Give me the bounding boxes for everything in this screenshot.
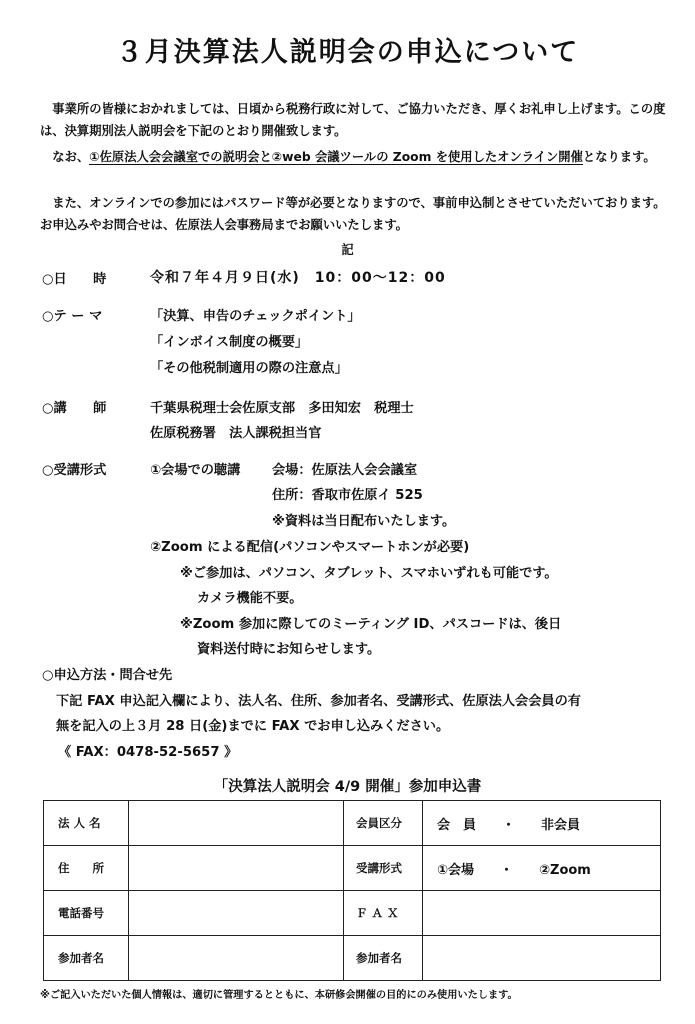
lecturer-line-1: 千葉県税理士会佐原支部 多田知宏 税理士 [150, 401, 414, 416]
form-row-address [44, 846, 661, 891]
lecturer-line-2: 佐原税務署 法人課税担当官 [150, 426, 322, 441]
theme-label: ○テ ー マ [42, 309, 103, 324]
intro-paragraph-2 [40, 146, 670, 168]
form-label-participant-2: 参加者名 [344, 936, 423, 981]
form-field-format[interactable]: ①会場 ・ ②Zoom [423, 846, 661, 891]
apply-label: ○申込方法・問合せ先 [42, 668, 173, 683]
form-field-fax[interactable] [423, 891, 661, 936]
form-label-company: 法 人 名 [44, 801, 129, 846]
form-row-company [44, 801, 661, 846]
form-field-member[interactable]: 会 員 ・ 非会員 [423, 801, 661, 846]
form-field-company[interactable] [129, 801, 344, 846]
format-zoom-note-1b: カメラ機能不要。 [197, 591, 303, 606]
form-field-participant-2[interactable] [423, 936, 661, 981]
form-field-phone[interactable] [129, 891, 344, 936]
theme-item-2: 「インボイス制度の概要」 [150, 335, 309, 350]
form-label-participant-1: 参加者名 [44, 936, 129, 981]
form-label-address: 住 所 [44, 846, 129, 891]
intro-p2-before: なお、 [40, 150, 90, 164]
intro-p2-after: となります。 [582, 150, 656, 164]
apply-fax: 《 FAX：0478-52-5657 》 [58, 745, 238, 760]
apply-line-1: 下記 FAX 申込記入欄により、法人名、住所、参加者名、受講形式、佐原法人会会員の有 [56, 694, 581, 709]
theme-item-1: 「決算、申告のチェックポイント」 [150, 309, 361, 324]
form-title: 「決算法人説明会 4/9 開催」参加申込書 [213, 779, 482, 795]
format-venue-address: 住所：香取市佐原イ 525 [272, 488, 423, 503]
theme-item-3: 「その他税制適用の際の注意点」 [150, 361, 348, 376]
format-venue-title: ①会場での聴講 [150, 463, 241, 478]
intro-paragraph-1: 事業所の皆様におかれましては、日頃から税務行政に対して、ご協力いただき、厚くお礼申し上げます。この度は、決算期別法人説明会を下記のとおり開催致します。 [40, 102, 666, 138]
intro-paragraph-3: また、オンラインでの参加にはパスワード等が必要となりますので、事前申込制とさせていただいております。お申込みやお問合せは、佐原法人会事務局までお願いいたします。 [40, 196, 666, 232]
format-label: ○受講形式 [42, 463, 107, 478]
format-zoom-title: ②Zoom による配信(パソコンやスマートホンが必要) [150, 540, 470, 555]
form-label-fax: Ｆ Ａ Ｘ [344, 891, 423, 936]
ki-heading: 記 [341, 243, 354, 257]
lecturer-label: ○講 師 [42, 401, 107, 416]
format-zoom-note-2b: 資料送付時にお知らせします。 [197, 642, 381, 657]
intro-p2-underlined: ①佐原法人会会議室での説明会と②web 会議ツールの Zoom を使用したオンライン開催 [89, 150, 583, 164]
apply-line-2: 無を記入の上３月 28 日(金)までに FAX でお申し込みください。 [56, 719, 450, 734]
privacy-footnote: ※ご記入いただいた個人情報は、適切に管理するとともに、本研修会開催の目的にのみ使用いたします。 [40, 990, 518, 1001]
form-label-format: 受講形式 [344, 846, 423, 891]
form-field-participant-1[interactable] [129, 936, 344, 981]
format-venue-note: ※資料は当日配布いたします。 [272, 514, 456, 529]
application-form [43, 800, 661, 981]
form-row-phone [44, 891, 661, 936]
schedule-label: ○日 時 [42, 272, 107, 287]
format-venue-place: 会場：佐原法人会会議室 [272, 463, 418, 478]
form-row-participants [44, 936, 661, 981]
page-title: ３月決算法人説明会の申込について [115, 37, 580, 68]
form-label-phone: 電話番号 [44, 891, 129, 936]
format-zoom-note-2: ※Zoom 参加に際してのミーティング ID、パスコードは、後日 [180, 617, 562, 632]
form-field-address[interactable] [129, 846, 344, 891]
format-zoom-note-1: ※ご参加は、パソコン、タブレット、スマホいずれも可能です。 [180, 566, 558, 581]
schedule-value: 令和７年４月９日(水) 10：00～12：00 [150, 270, 446, 286]
form-label-member: 会員区分 [344, 801, 423, 846]
